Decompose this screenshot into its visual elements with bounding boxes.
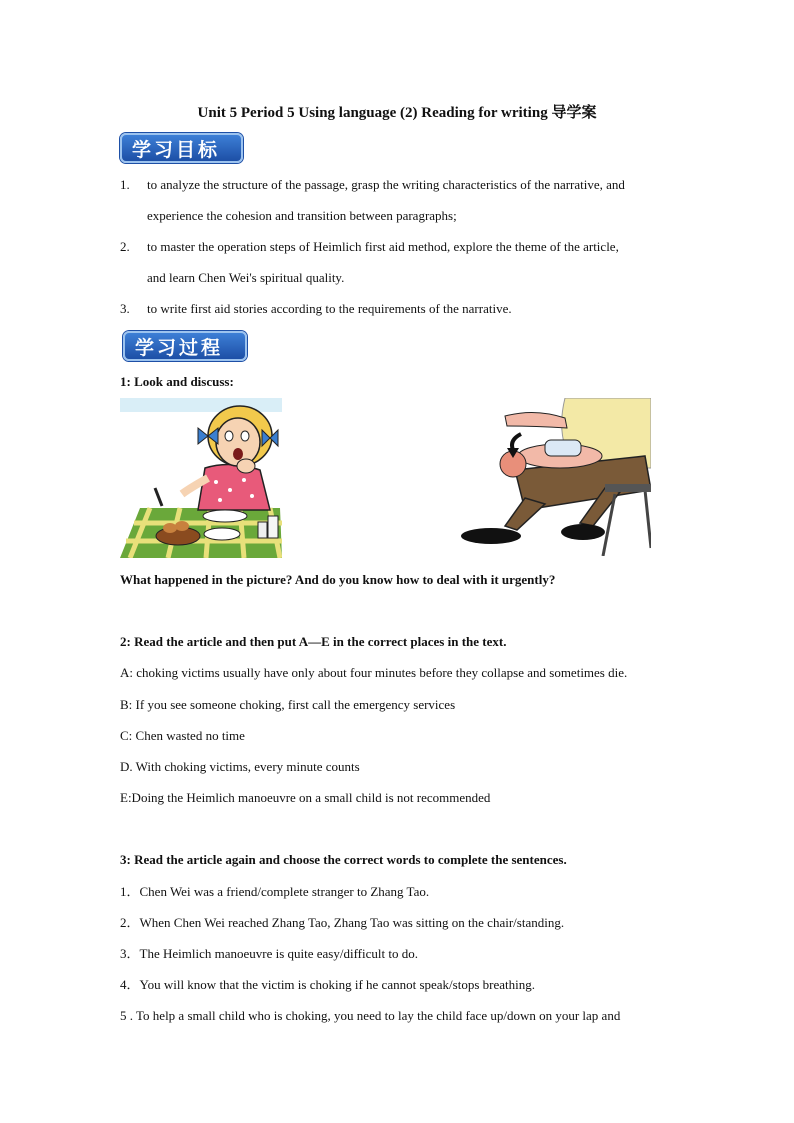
sentence-3: 3．The Heimlich manoeuvre is quite easy/difficult to do. xyxy=(120,946,418,961)
objective-text: to analyze the structure of the passage, grasp the writing characteristics of the narrative, and xyxy=(147,177,625,192)
section-1-heading: 1: Look and discuss: xyxy=(120,374,234,389)
infant-first-aid-illustration xyxy=(455,398,651,556)
objective-text: and learn Chen Wei's spiritual quality. xyxy=(147,270,345,285)
sentence-2: 2．When Chen Wei reached Zhang Tao, Zhang Tao was sitting on the chair/standing. xyxy=(120,915,565,930)
option-b: B: If you see someone choking, first call the emergency services xyxy=(120,697,456,712)
option-a: A: choking victims usually have only about four minutes before they collapse and sometimes die. xyxy=(120,665,628,680)
option-e: E:Doing the Heimlich manoeuvre on a small child is not recommended xyxy=(120,790,491,805)
learning-process-banner: 学习过程 xyxy=(123,331,247,361)
objective-number: 1. xyxy=(120,177,130,192)
objective-text: to master the operation steps of Heimlich first aid method, explore the theme of the article, xyxy=(147,239,619,254)
sentence-4: 4．You will know that the victim is choking if he cannot speak/stops breathing. xyxy=(120,977,535,992)
sky-strip xyxy=(120,398,282,412)
section-2-heading: 2: Read the article and then put A—E in the correct places in the text. xyxy=(120,634,507,649)
learning-objectives-banner: 学习目标 xyxy=(120,133,243,163)
choking-girl-illustration xyxy=(120,398,282,558)
page-title: Unit 5 Period 5 Using language (2) Reading for writing 导学案 xyxy=(197,105,597,121)
question-1: What happened in the picture? And do you know how to deal with it urgently? xyxy=(120,572,556,587)
objective-text: experience the cohesion and transition between paragraphs; xyxy=(147,208,457,223)
section-3-heading: 3: Read the article again and choose the correct words to complete the sentences. xyxy=(120,852,567,867)
sentence-1: 1．Chen Wei was a friend/complete stranger to Zhang Tao. xyxy=(120,884,430,899)
option-d: D. With choking victims, every minute counts xyxy=(120,759,360,774)
objective-number: 2. xyxy=(120,239,130,254)
objective-number: 3. xyxy=(120,301,130,316)
sentence-5: 5 . To help a small child who is choking, you need to lay the child face up/down on your lap and xyxy=(120,1008,621,1023)
option-c: C: Chen wasted no time xyxy=(120,728,245,743)
objective-text: to write first aid stories according to the requirements of the narrative. xyxy=(147,301,512,316)
